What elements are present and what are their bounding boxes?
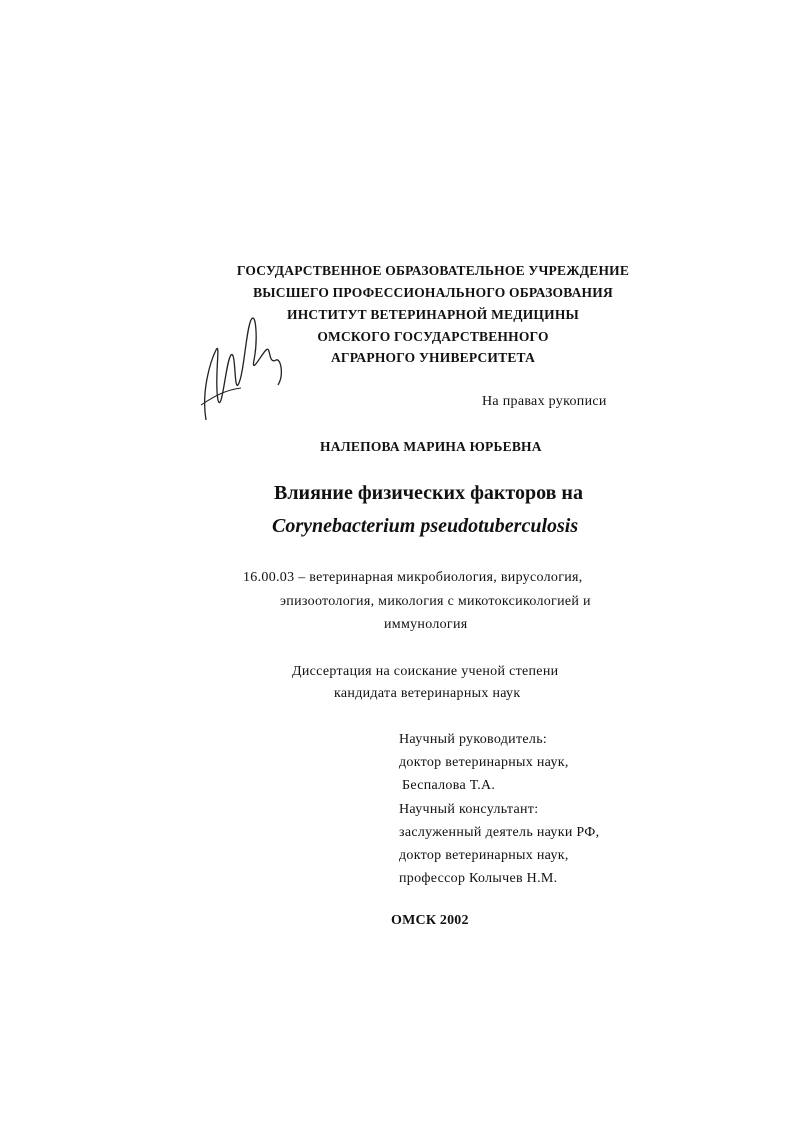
advisor-line: Научный консультант: bbox=[399, 802, 539, 817]
advisor-line: профессор Колычев Н.М. bbox=[399, 871, 558, 886]
institution-line-5: АГРАРНОГО УНИВЕРСИТЕТА bbox=[330, 350, 536, 365]
advisor-line: Научный руководитель: bbox=[399, 732, 548, 747]
specialty-line-1: 16.00.03 – ветеринарная микробиология, вирусология, bbox=[243, 570, 583, 585]
institution-line-4: ОМСКОГО ГОСУДАРСТВЕННОГО bbox=[317, 329, 549, 344]
thesis-title-line-2: Corynebacterium pseudotuberculosis bbox=[272, 515, 579, 537]
institution-line-3: ИНСТИТУТ ВЕТЕРИНАРНОЙ МЕДИЦИНЫ bbox=[287, 307, 579, 322]
advisor-line: Беспалова Т.А. bbox=[402, 778, 496, 793]
thesis-title-line-1: Влияние физических факторов на bbox=[274, 482, 583, 504]
institution-line-1: ГОСУДАРСТВЕННОЕ ОБРАЗОВАТЕЛЬНОЕ УЧРЕЖДЕНИЕ bbox=[236, 263, 630, 278]
institution-line-2: ВЫСШЕГО ПРОФЕССИОНАЛЬНОГО ОБРАЗОВАНИЯ bbox=[253, 285, 613, 300]
advisor-line: доктор ветеринарных наук, bbox=[399, 755, 569, 770]
advisor-line: доктор ветеринарных наук, bbox=[399, 848, 569, 863]
city-year: ОМСК 2002 bbox=[391, 913, 469, 928]
specialty-line-3: иммунология bbox=[384, 617, 468, 632]
advisor-line: заслуженный деятель науки РФ, bbox=[399, 825, 600, 840]
degree-line-1: Диссертация на соискание ученой степени bbox=[292, 664, 559, 679]
specialty-line-2: эпизоотология, микология с микотоксикологией и bbox=[280, 594, 591, 609]
author-name: НАЛЕПОВА МАРИНА ЮРЬЕВНА bbox=[320, 439, 542, 454]
degree-line-2: кандидата ветеринарных наук bbox=[334, 686, 521, 701]
manuscript-note: На правах рукописи bbox=[482, 394, 607, 409]
